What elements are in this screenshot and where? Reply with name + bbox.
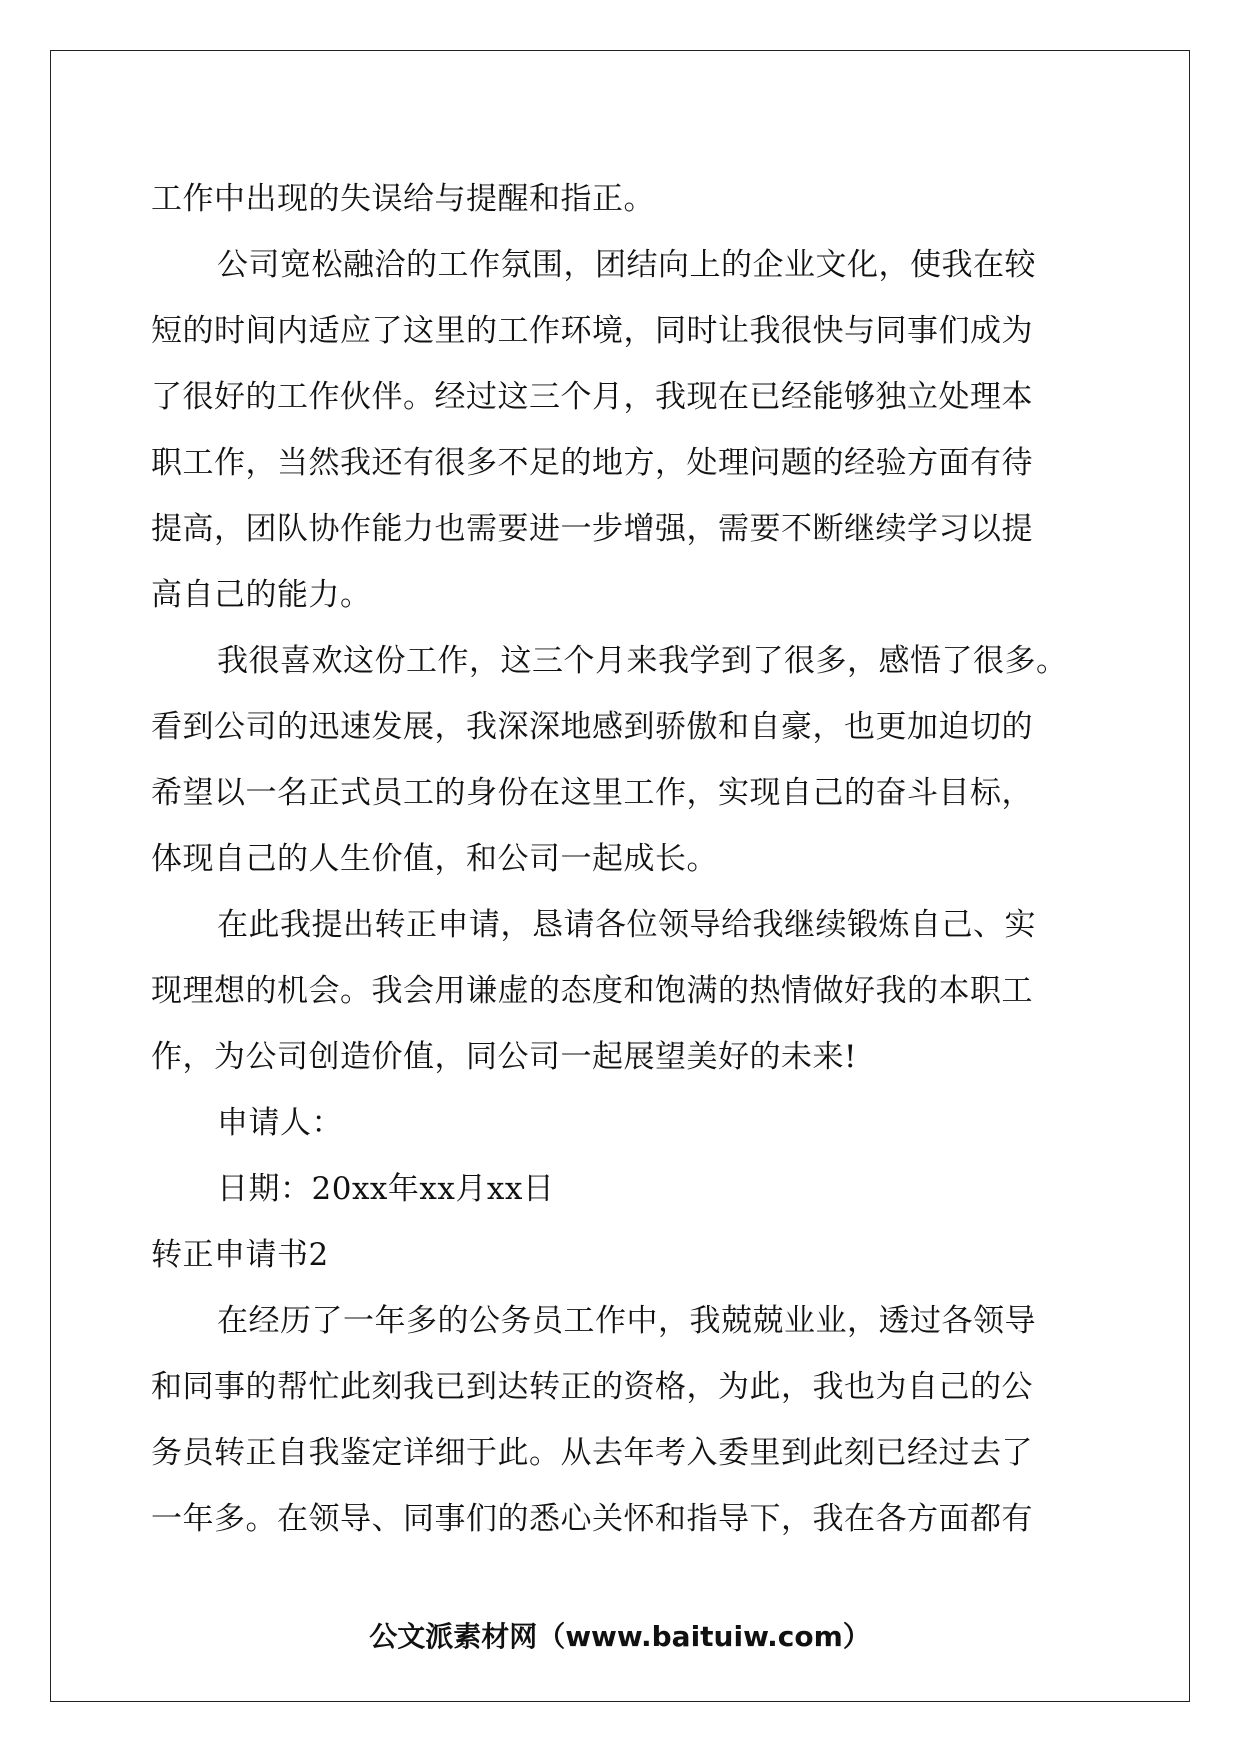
paragraph-start-line: 我很喜欢这份工作，这三个月来我学到了很多，感悟了很多。 <box>217 643 1068 679</box>
document-body <box>151 166 1091 1552</box>
text-line-5: 职工作，当然我还有很多不足的地方，处理问题的经验方面有待 <box>151 445 1033 481</box>
text-line-20: 务员转正自我鉴定详细于此。从去年考入委里到此刻已经过去了 <box>151 1435 1033 1471</box>
text-line-4: 了很好的工作伙伴。经过这三个月，我现在已经能够独立处理本 <box>151 379 1033 415</box>
text-line-10: 希望以一名正式员工的身份在这里工作，实现自己的奋斗目标， <box>151 775 1033 811</box>
text-line-11: 体现自己的人生价值，和公司一起成长。 <box>151 841 718 877</box>
text-line-3: 短的时间内适应了这里的工作环境，同时让我很快与同事们成为 <box>151 313 1033 349</box>
text-line-7: 高自己的能力。 <box>151 577 372 613</box>
paragraph-start-line: 在经历了一年多的公务员工作中，我兢兢业业，透过各领导 <box>217 1303 1036 1339</box>
paragraph-start-line: 公司宽松融洽的工作氛围，团结向上的企业文化，使我在较 <box>217 247 1036 283</box>
paragraph-start-line: 在此我提出转正申请，恳请各位领导给我继续锻炼自己、实 <box>217 907 1036 943</box>
applicant-line: 申请人： <box>217 1105 343 1141</box>
text-line-19: 和同事的帮忙此刻我已到达转正的资格，为此，我也为自己的公 <box>151 1369 1033 1405</box>
text-line-21: 一年多。在领导、同事们的悉心关怀和指导下，我在各方面都有 <box>151 1501 1033 1537</box>
section-heading: 转正申请书2 <box>151 1237 329 1273</box>
text-line-6: 提高，团队协作能力也需要进一步增强，需要不断继续学习以提 <box>151 511 1033 547</box>
text-line-13: 现理想的机会。我会用谦虚的态度和饱满的热情做好我的本职工 <box>151 973 1033 1009</box>
text-line-9: 看到公司的迅速发展，我深深地感到骄傲和自豪，也更加迫切的 <box>151 709 1033 745</box>
date-line: 日期：20xx年xx月xx日 <box>217 1171 555 1207</box>
text-line-1: 工作中出现的失误给与提醒和指正。 <box>151 181 655 217</box>
footer-watermark: 公文派素材网（www.baituiw.com） <box>369 1620 871 1653</box>
text-line-14: 作，为公司创造价值，同公司一起展望美好的未来! <box>151 1039 857 1075</box>
